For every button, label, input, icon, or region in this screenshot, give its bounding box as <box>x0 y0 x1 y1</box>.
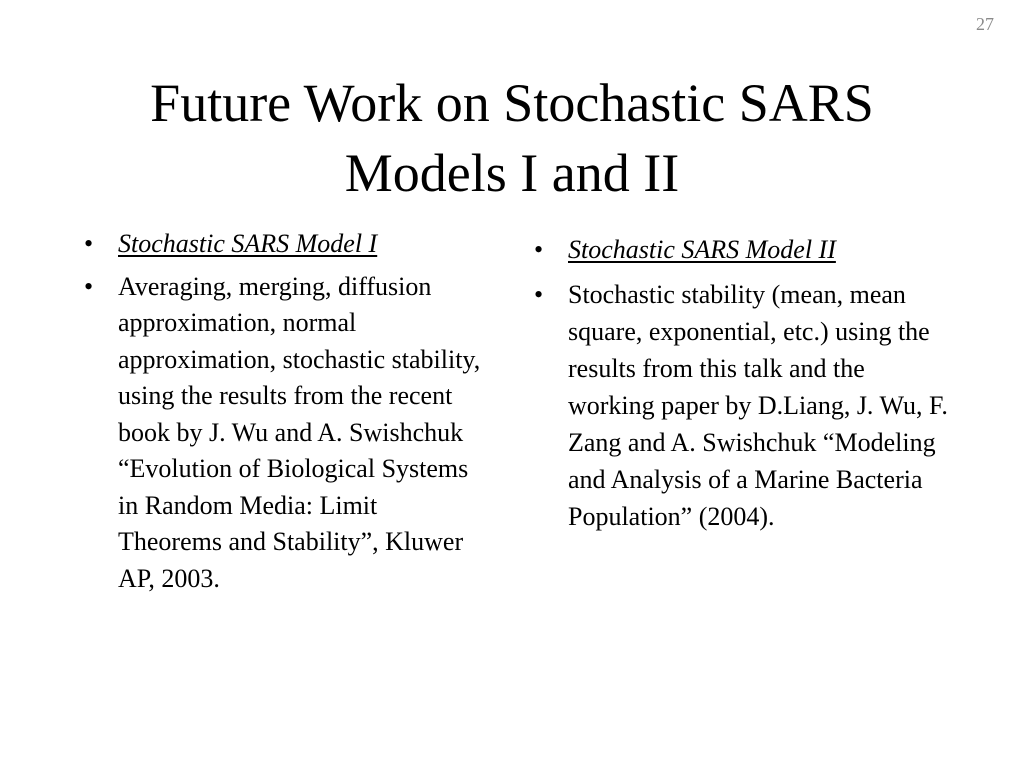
left-heading-item <box>84 226 484 263</box>
bullet-icon: • <box>534 235 544 264</box>
left-column <box>84 226 484 603</box>
left-body-text: Averaging, merging, diffusion approximation, normal approximation, stochastic stability, using the results from the recent book by J. Wu and A. Swishchuk “Evolution of Biological Systems in Random Media: Limit Theorems and Stability”, Kluwer AP, 2003. <box>118 271 481 593</box>
left-heading: Stochastic SARS Model I <box>118 229 378 258</box>
slide-title-line-1: Future Work on Stochastic SARS <box>150 73 874 133</box>
bullet-icon: • <box>84 229 94 258</box>
right-column <box>534 231 954 543</box>
right-heading-item <box>534 231 954 268</box>
right-body-item <box>534 276 954 535</box>
left-body-item <box>84 269 484 598</box>
bullet-icon: • <box>534 280 544 309</box>
right-heading: Stochastic SARS Model II <box>568 235 836 264</box>
bullet-icon: • <box>84 271 94 301</box>
right-body-text: Stochastic stability (mean, mean square, exponential, etc.) using the results from this talk and the working paper by D.Liang, J. Wu, F. Zang and A. Swishchuk “Modeling and Analysis of a Marine Bacteria Population” (2004). <box>568 280 948 531</box>
slide-title-line-2: Models I and II <box>344 143 680 203</box>
slide-title <box>60 68 964 208</box>
page-number: 27 <box>976 14 994 34</box>
